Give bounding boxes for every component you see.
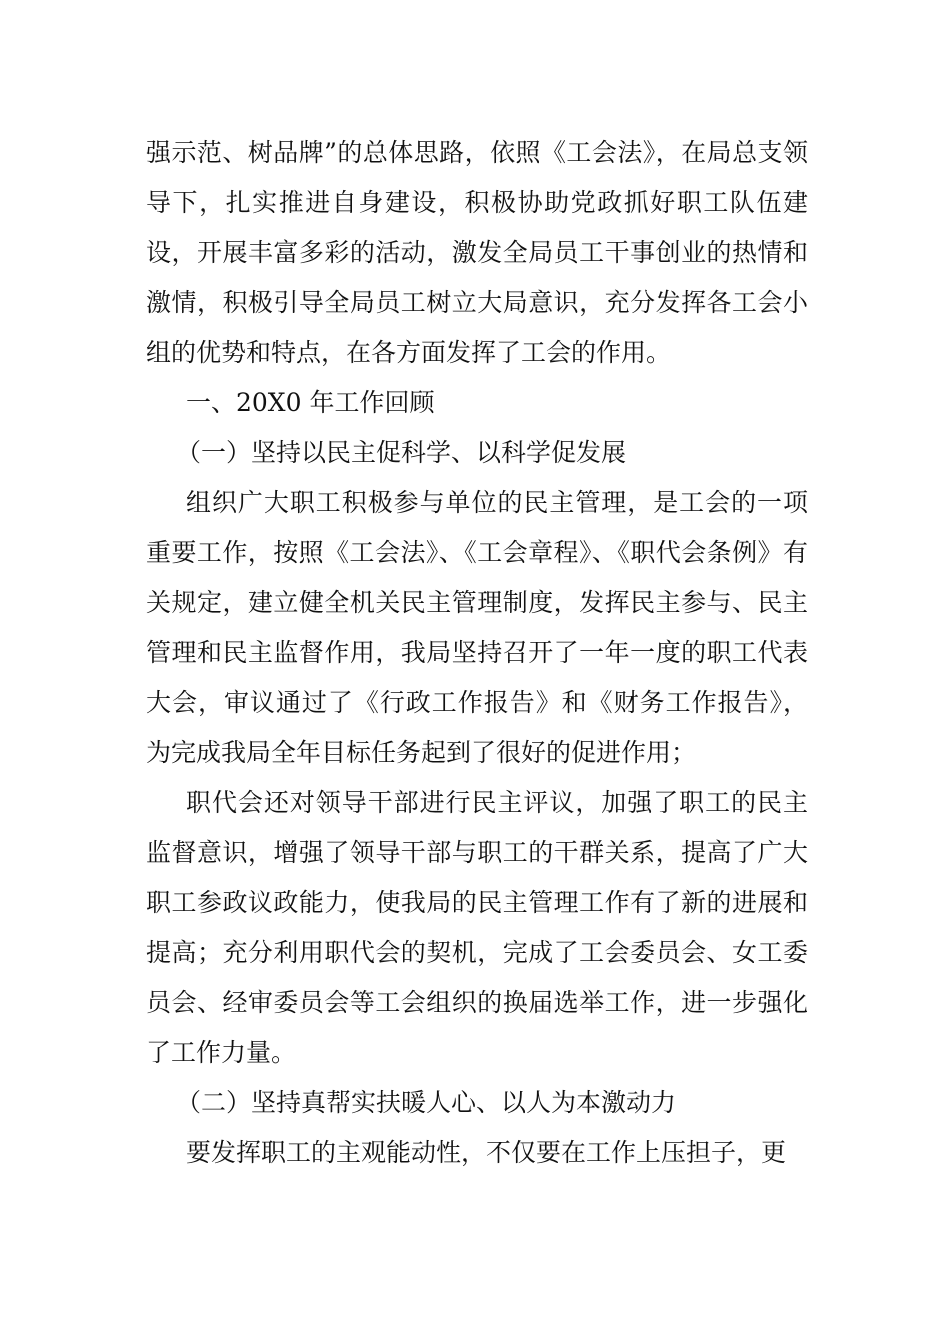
sub-heading-care: （二）坚持真帮实扶暖人心、以人为本激动力 — [176, 1088, 677, 1117]
document-page — [146, 128, 808, 1178]
body-paragraph-democratic-management: 组织广大职工积极参与单位的民主管理，是工会的一项重要工作，按照《工会法》、《工会章程》、《职代会条例》有关规定，建立健全机关民主管理制度，发挥民主参与、民主管理和民主监督作用，我局坚持召开了一年一度的职工代表大会，审议通过了《行政工作报告》和《财务工作报告》，为完成我局全年目标任务起到了很好的促进作用； — [146, 488, 808, 767]
section-heading-review: 一、20X0 年工作回顾 — [186, 388, 435, 417]
sub-heading-democracy: （一）坚持以民主促科学、以科学促发展 — [176, 438, 627, 467]
body-paragraph-intro: 强示范、树品牌”的总体思路，依照《工会法》，在局总支领导下，扎实推进自身建设，积极协助党政抓好职工队伍建设，开展丰富多彩的活动，激发全局员工干事创业的热情和激情，积极引导全局员工树立大局意识，充分发挥各工会小组的优势和特点，在各方面发挥了工会的作用。 — [146, 138, 808, 367]
body-paragraph-initiative: 要发挥职工的主观能动性，不仅要在工作上压担子，更 — [186, 1138, 787, 1167]
body-paragraph-staff-congress: 职代会还对领导干部进行民主评议，加强了职工的民主监督意识，增强了领导干部与职工的干群关系，提高了广大职工参政议政能力，使我局的民主管理工作有了新的进展和提高；充分利用职代会的契机，完成了工会委员会、女工委员会、经审委员会等工会组织的换届选举工作，进一步强化了工作力量。 — [146, 788, 808, 1067]
